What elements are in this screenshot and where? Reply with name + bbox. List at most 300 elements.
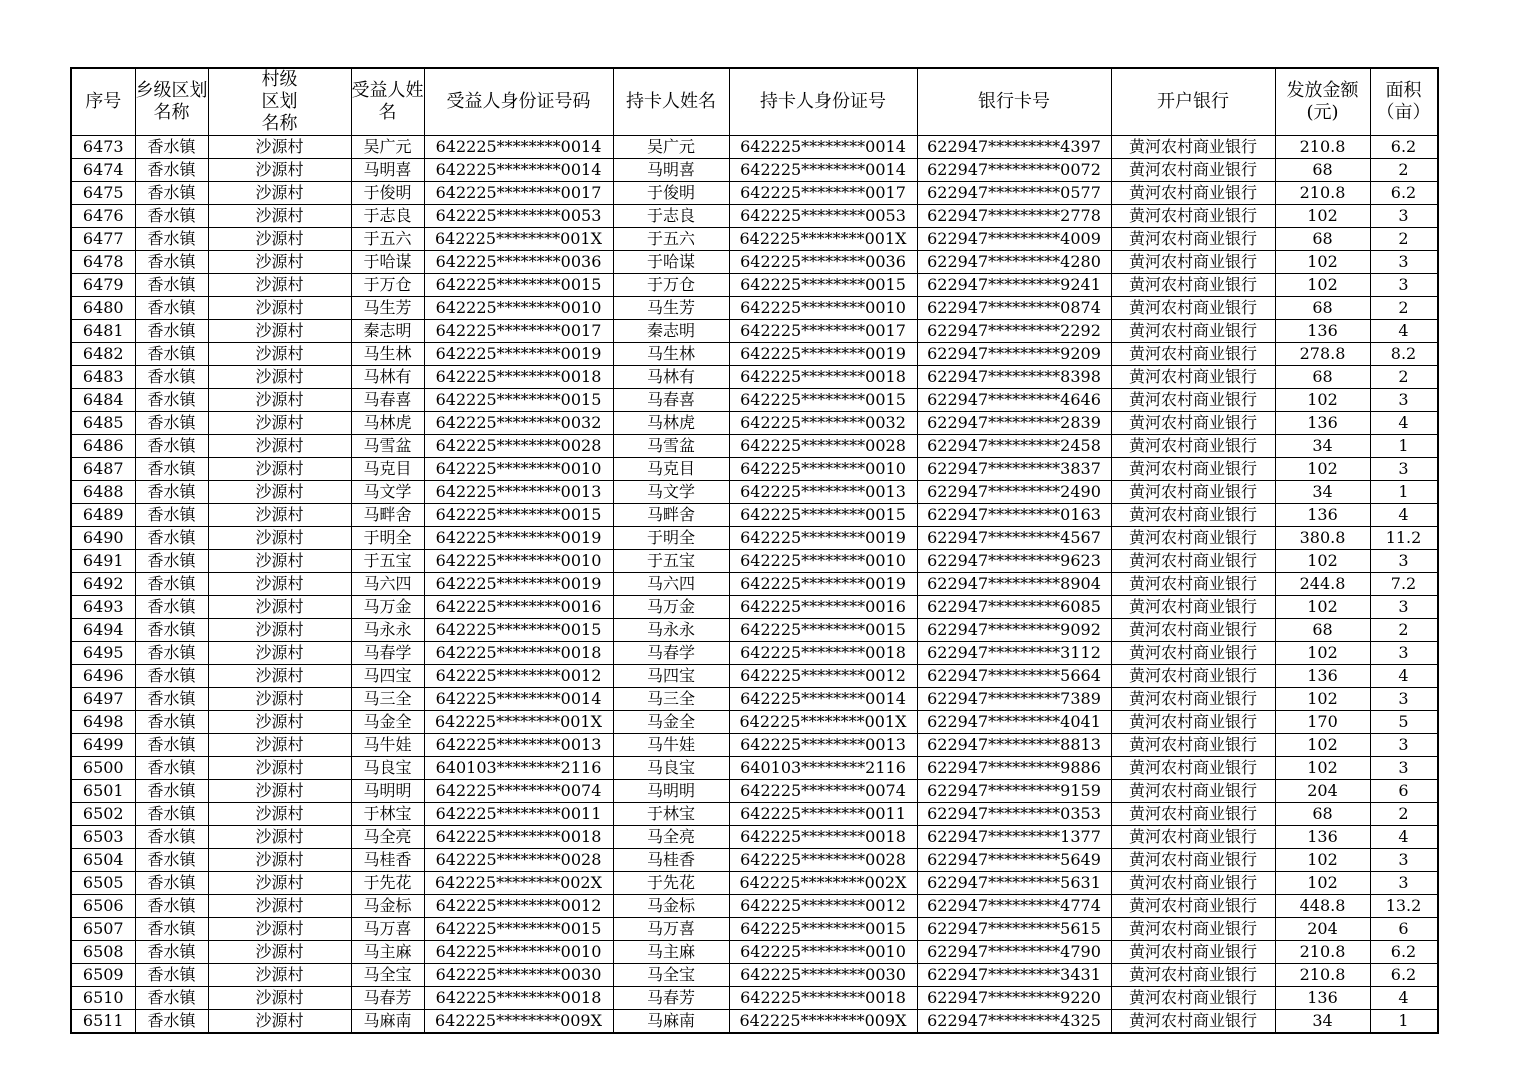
cell-holder-id: 642225********0018 [729,826,917,849]
cell-village: 沙源村 [208,435,351,458]
cell-beneficiary-name: 马生芳 [351,297,424,320]
cell-seq: 6501 [71,780,135,803]
cell-beneficiary-id: 642225********0019 [424,343,613,366]
cell-seq: 6500 [71,757,135,780]
cell-holder-id: 642225********0030 [729,964,917,987]
cell-beneficiary-id: 642225********0074 [424,780,613,803]
cell-village: 沙源村 [208,895,351,918]
header-holder-id: 持卡人身份证号 [729,68,917,136]
cell-holder-name: 马明喜 [613,159,729,182]
cell-bank: 黄河农村商业银行 [1111,734,1275,757]
cell-area: 6.2 [1370,964,1438,987]
cell-bank: 黄河农村商业银行 [1111,251,1275,274]
cell-seq: 6487 [71,458,135,481]
cell-beneficiary-name: 马桂香 [351,849,424,872]
cell-bank: 黄河农村商业银行 [1111,366,1275,389]
cell-area: 4 [1370,504,1438,527]
cell-bank: 黄河农村商业银行 [1111,964,1275,987]
cell-beneficiary-name: 马明明 [351,780,424,803]
cell-beneficiary-name: 马春学 [351,642,424,665]
cell-seq: 6488 [71,481,135,504]
cell-bank: 黄河农村商业银行 [1111,803,1275,826]
cell-town: 香水镇 [135,987,208,1010]
cell-beneficiary-id: 642225********0018 [424,987,613,1010]
cell-beneficiary-name: 于志良 [351,205,424,228]
table-row [71,826,1438,849]
cell-amount: 136 [1275,665,1370,688]
cell-holder-id: 642225********0015 [729,918,917,941]
table-row [71,251,1438,274]
cell-area: 11.2 [1370,527,1438,550]
cell-beneficiary-name: 于俊明 [351,182,424,205]
cell-area: 4 [1370,665,1438,688]
table-row [71,619,1438,642]
cell-village: 沙源村 [208,205,351,228]
cell-bank: 黄河农村商业银行 [1111,711,1275,734]
cell-amount: 68 [1275,228,1370,251]
cell-amount: 204 [1275,780,1370,803]
cell-amount: 102 [1275,642,1370,665]
cell-holder-id: 642225********0019 [729,343,917,366]
header-beneficiary-id: 受益人身份证号码 [424,68,613,136]
cell-holder-id: 642225********0053 [729,205,917,228]
cell-town: 香水镇 [135,527,208,550]
cell-holder-id: 642225********0032 [729,412,917,435]
cell-town: 香水镇 [135,780,208,803]
cell-village: 沙源村 [208,320,351,343]
table-row [71,527,1438,550]
table-row [71,159,1438,182]
cell-seq: 6475 [71,182,135,205]
cell-card-no: 622947*********4041 [917,711,1111,734]
cell-beneficiary-name: 马万喜 [351,918,424,941]
cell-amount: 136 [1275,320,1370,343]
table-row [71,1010,1438,1034]
cell-amount: 136 [1275,412,1370,435]
cell-bank: 黄河农村商业银行 [1111,320,1275,343]
cell-village: 沙源村 [208,504,351,527]
table-row [71,435,1438,458]
cell-beneficiary-name: 马春喜 [351,389,424,412]
cell-amount: 102 [1275,596,1370,619]
cell-beneficiary-name: 马金全 [351,711,424,734]
cell-amount: 102 [1275,757,1370,780]
cell-holder-id: 642225********0019 [729,573,917,596]
table-row [71,228,1438,251]
table-row [71,136,1438,159]
cell-amount: 210.8 [1275,136,1370,159]
cell-holder-name: 于五六 [613,228,729,251]
cell-area: 3 [1370,757,1438,780]
table-body [71,136,1438,1034]
cell-beneficiary-id: 642225********0028 [424,849,613,872]
cell-holder-name: 于先花 [613,872,729,895]
cell-seq: 6495 [71,642,135,665]
cell-seq: 6494 [71,619,135,642]
cell-card-no: 622947*********4790 [917,941,1111,964]
header-holder-name: 持卡人姓名 [613,68,729,136]
cell-holder-id: 642225********001X [729,711,917,734]
cell-holder-name: 于志良 [613,205,729,228]
cell-town: 香水镇 [135,803,208,826]
cell-area: 3 [1370,458,1438,481]
cell-town: 香水镇 [135,481,208,504]
cell-village: 沙源村 [208,527,351,550]
cell-beneficiary-id: 642225********0017 [424,182,613,205]
cell-card-no: 622947*********5664 [917,665,1111,688]
cell-beneficiary-name: 于先花 [351,872,424,895]
cell-beneficiary-id: 642225********0018 [424,826,613,849]
cell-holder-id: 642225********0010 [729,941,917,964]
cell-card-no: 622947*********9241 [917,274,1111,297]
cell-card-no: 622947*********4009 [917,228,1111,251]
cell-beneficiary-id: 640103********2116 [424,757,613,780]
cell-beneficiary-id: 642225********0010 [424,550,613,573]
cell-holder-id: 642225********0014 [729,159,917,182]
cell-card-no: 622947*********4567 [917,527,1111,550]
cell-holder-name: 马金全 [613,711,729,734]
table-row [71,918,1438,941]
cell-card-no: 622947*********4397 [917,136,1111,159]
cell-seq: 6489 [71,504,135,527]
cell-amount: 380.8 [1275,527,1370,550]
cell-area: 3 [1370,872,1438,895]
cell-card-no: 622947*********0072 [917,159,1111,182]
table-row [71,412,1438,435]
cell-holder-id: 642225********0015 [729,389,917,412]
cell-card-no: 622947*********0163 [917,504,1111,527]
cell-beneficiary-name: 马明喜 [351,159,424,182]
cell-town: 香水镇 [135,320,208,343]
cell-card-no: 622947*********5649 [917,849,1111,872]
cell-town: 香水镇 [135,573,208,596]
cell-holder-name: 马春芳 [613,987,729,1010]
cell-holder-id: 642225********0017 [729,182,917,205]
cell-beneficiary-name: 马文学 [351,481,424,504]
cell-town: 香水镇 [135,136,208,159]
cell-village: 沙源村 [208,642,351,665]
table-row [71,642,1438,665]
cell-village: 沙源村 [208,228,351,251]
cell-village: 沙源村 [208,987,351,1010]
cell-holder-name: 马三全 [613,688,729,711]
cell-holder-name: 马金标 [613,895,729,918]
cell-amount: 68 [1275,619,1370,642]
cell-area: 3 [1370,849,1438,872]
cell-bank: 黄河农村商业银行 [1111,872,1275,895]
cell-holder-name: 于万仓 [613,274,729,297]
cell-beneficiary-id: 642225********0019 [424,527,613,550]
cell-beneficiary-name: 马四宝 [351,665,424,688]
cell-holder-name: 马林虎 [613,412,729,435]
cell-holder-id: 642225********0036 [729,251,917,274]
cell-holder-name: 马春学 [613,642,729,665]
cell-town: 香水镇 [135,412,208,435]
cell-seq: 6474 [71,159,135,182]
cell-town: 香水镇 [135,182,208,205]
cell-village: 沙源村 [208,665,351,688]
cell-amount: 102 [1275,458,1370,481]
cell-seq: 6506 [71,895,135,918]
cell-village: 沙源村 [208,481,351,504]
cell-holder-id: 642225********0015 [729,274,917,297]
cell-village: 沙源村 [208,136,351,159]
cell-beneficiary-id: 642225********002X [424,872,613,895]
cell-card-no: 622947*********3431 [917,964,1111,987]
cell-village: 沙源村 [208,159,351,182]
cell-bank: 黄河农村商业银行 [1111,228,1275,251]
cell-holder-id: 642225********0013 [729,734,917,757]
cell-holder-id: 640103********2116 [729,757,917,780]
cell-bank: 黄河农村商业银行 [1111,642,1275,665]
table-row [71,665,1438,688]
cell-amount: 34 [1275,481,1370,504]
cell-beneficiary-id: 642225********0013 [424,481,613,504]
cell-seq: 6485 [71,412,135,435]
cell-area: 2 [1370,619,1438,642]
cell-holder-id: 642225********0019 [729,527,917,550]
cell-bank: 黄河农村商业银行 [1111,665,1275,688]
cell-village: 沙源村 [208,619,351,642]
cell-seq: 6496 [71,665,135,688]
cell-village: 沙源村 [208,550,351,573]
cell-beneficiary-id: 642225********0015 [424,274,613,297]
cell-village: 沙源村 [208,412,351,435]
cell-holder-name: 于林宝 [613,803,729,826]
cell-town: 香水镇 [135,228,208,251]
cell-bank: 黄河农村商业银行 [1111,343,1275,366]
cell-area: 4 [1370,826,1438,849]
cell-amount: 210.8 [1275,941,1370,964]
cell-amount: 68 [1275,159,1370,182]
cell-area: 2 [1370,803,1438,826]
cell-holder-name: 马良宝 [613,757,729,780]
cell-bank: 黄河农村商业银行 [1111,573,1275,596]
cell-card-no: 622947*********0874 [917,297,1111,320]
cell-area: 13.2 [1370,895,1438,918]
cell-town: 香水镇 [135,895,208,918]
table-row [71,987,1438,1010]
cell-beneficiary-name: 马林有 [351,366,424,389]
table-row [71,780,1438,803]
cell-bank: 黄河农村商业银行 [1111,826,1275,849]
cell-holder-name: 马生芳 [613,297,729,320]
cell-village: 沙源村 [208,734,351,757]
cell-holder-name: 马六四 [613,573,729,596]
cell-amount: 68 [1275,297,1370,320]
cell-village: 沙源村 [208,941,351,964]
cell-card-no: 622947*********8813 [917,734,1111,757]
cell-beneficiary-id: 642225********0015 [424,389,613,412]
table-row [71,941,1438,964]
cell-beneficiary-id: 642225********0010 [424,458,613,481]
cell-amount: 34 [1275,1010,1370,1034]
cell-bank: 黄河农村商业银行 [1111,297,1275,320]
header-area: 面积（亩） [1370,68,1438,136]
cell-beneficiary-id: 642225********0012 [424,895,613,918]
cell-beneficiary-id: 642225********0015 [424,504,613,527]
cell-bank: 黄河农村商业银行 [1111,688,1275,711]
cell-town: 香水镇 [135,251,208,274]
cell-area: 6 [1370,918,1438,941]
cell-card-no: 622947*********9209 [917,343,1111,366]
cell-area: 2 [1370,297,1438,320]
cell-amount: 102 [1275,849,1370,872]
cell-beneficiary-id: 642225********0012 [424,665,613,688]
cell-village: 沙源村 [208,458,351,481]
cell-beneficiary-id: 642225********0028 [424,435,613,458]
cell-seq: 6510 [71,987,135,1010]
cell-amount: 210.8 [1275,964,1370,987]
table-row [71,504,1438,527]
cell-amount: 102 [1275,389,1370,412]
cell-seq: 6486 [71,435,135,458]
cell-beneficiary-name: 于万仓 [351,274,424,297]
cell-beneficiary-name: 于林宝 [351,803,424,826]
table-row [71,343,1438,366]
cell-amount: 244.8 [1275,573,1370,596]
cell-bank: 黄河农村商业银行 [1111,757,1275,780]
header-seq: 序号 [71,68,135,136]
cell-holder-id: 642225********0010 [729,297,917,320]
cell-area: 6.2 [1370,182,1438,205]
cell-bank: 黄河农村商业银行 [1111,918,1275,941]
cell-town: 香水镇 [135,550,208,573]
cell-town: 香水镇 [135,205,208,228]
cell-bank: 黄河农村商业银行 [1111,849,1275,872]
cell-area: 3 [1370,550,1438,573]
cell-holder-id: 642225********0010 [729,458,917,481]
cell-amount: 448.8 [1275,895,1370,918]
table-row [71,688,1438,711]
cell-holder-id: 642225********0018 [729,366,917,389]
table-row [71,849,1438,872]
cell-amount: 278.8 [1275,343,1370,366]
table-row [71,964,1438,987]
cell-seq: 6502 [71,803,135,826]
cell-holder-id: 642225********0011 [729,803,917,826]
cell-area: 6.2 [1370,136,1438,159]
cell-town: 香水镇 [135,964,208,987]
cell-beneficiary-name: 吴广元 [351,136,424,159]
cell-seq: 6484 [71,389,135,412]
cell-amount: 102 [1275,274,1370,297]
cell-amount: 102 [1275,872,1370,895]
cell-beneficiary-name: 于五六 [351,228,424,251]
header-town: 乡级区划名称 [135,68,208,136]
table-row [71,895,1438,918]
cell-holder-id: 642225********002X [729,872,917,895]
cell-bank: 黄河农村商业银行 [1111,504,1275,527]
cell-town: 香水镇 [135,642,208,665]
cell-holder-name: 马桂香 [613,849,729,872]
cell-village: 沙源村 [208,918,351,941]
table-row [71,389,1438,412]
cell-holder-id: 642225********0017 [729,320,917,343]
cell-village: 沙源村 [208,964,351,987]
cell-beneficiary-name: 马永永 [351,619,424,642]
cell-town: 香水镇 [135,297,208,320]
cell-town: 香水镇 [135,274,208,297]
cell-card-no: 622947*********2778 [917,205,1111,228]
cell-area: 5 [1370,711,1438,734]
cell-town: 香水镇 [135,757,208,780]
table-row [71,550,1438,573]
cell-beneficiary-name: 于明全 [351,527,424,550]
cell-holder-id: 642225********0012 [729,665,917,688]
cell-village: 沙源村 [208,343,351,366]
cell-town: 香水镇 [135,343,208,366]
cell-card-no: 622947*********6085 [917,596,1111,619]
cell-area: 2 [1370,228,1438,251]
cell-beneficiary-id: 642225********0015 [424,619,613,642]
cell-holder-id: 642225********0028 [729,849,917,872]
cell-holder-id: 642225********0018 [729,642,917,665]
cell-amount: 204 [1275,918,1370,941]
cell-holder-name: 马春喜 [613,389,729,412]
cell-beneficiary-id: 642225********0032 [424,412,613,435]
cell-area: 1 [1370,435,1438,458]
table-row [71,297,1438,320]
cell-bank: 黄河农村商业银行 [1111,780,1275,803]
cell-bank: 黄河农村商业银行 [1111,550,1275,573]
header-card-no: 银行卡号 [917,68,1111,136]
cell-seq: 6478 [71,251,135,274]
cell-area: 2 [1370,366,1438,389]
cell-holder-name: 马林有 [613,366,729,389]
cell-town: 香水镇 [135,872,208,895]
cell-holder-name: 于俊明 [613,182,729,205]
cell-beneficiary-name: 马全亮 [351,826,424,849]
cell-seq: 6503 [71,826,135,849]
cell-holder-id: 642225********0010 [729,550,917,573]
table-row [71,596,1438,619]
cell-card-no: 622947*********3837 [917,458,1111,481]
cell-card-no: 622947*********4280 [917,251,1111,274]
cell-seq: 6477 [71,228,135,251]
table-row [71,274,1438,297]
cell-amount: 102 [1275,688,1370,711]
cell-village: 沙源村 [208,297,351,320]
table-row [71,320,1438,343]
cell-holder-id: 642225********0015 [729,504,917,527]
cell-bank: 黄河农村商业银行 [1111,159,1275,182]
cell-card-no: 622947*********2490 [917,481,1111,504]
header-beneficiary-name: 受益人姓名 [351,68,424,136]
cell-town: 香水镇 [135,366,208,389]
cell-card-no: 622947*********3112 [917,642,1111,665]
cell-amount: 68 [1275,803,1370,826]
cell-holder-id: 642225********0013 [729,481,917,504]
cell-town: 香水镇 [135,159,208,182]
cell-beneficiary-id: 642225********001X [424,228,613,251]
cell-holder-name: 马文学 [613,481,729,504]
cell-holder-id: 642225********0018 [729,987,917,1010]
cell-seq: 6479 [71,274,135,297]
cell-area: 8.2 [1370,343,1438,366]
cell-beneficiary-id: 642225********0011 [424,803,613,826]
cell-seq: 6499 [71,734,135,757]
cell-area: 1 [1370,481,1438,504]
cell-village: 沙源村 [208,573,351,596]
cell-card-no: 622947*********2839 [917,412,1111,435]
cell-beneficiary-id: 642225********0030 [424,964,613,987]
cell-beneficiary-id: 642225********0019 [424,573,613,596]
header-bank: 开户银行 [1111,68,1275,136]
cell-village: 沙源村 [208,596,351,619]
cell-seq: 6483 [71,366,135,389]
cell-card-no: 622947*********5615 [917,918,1111,941]
